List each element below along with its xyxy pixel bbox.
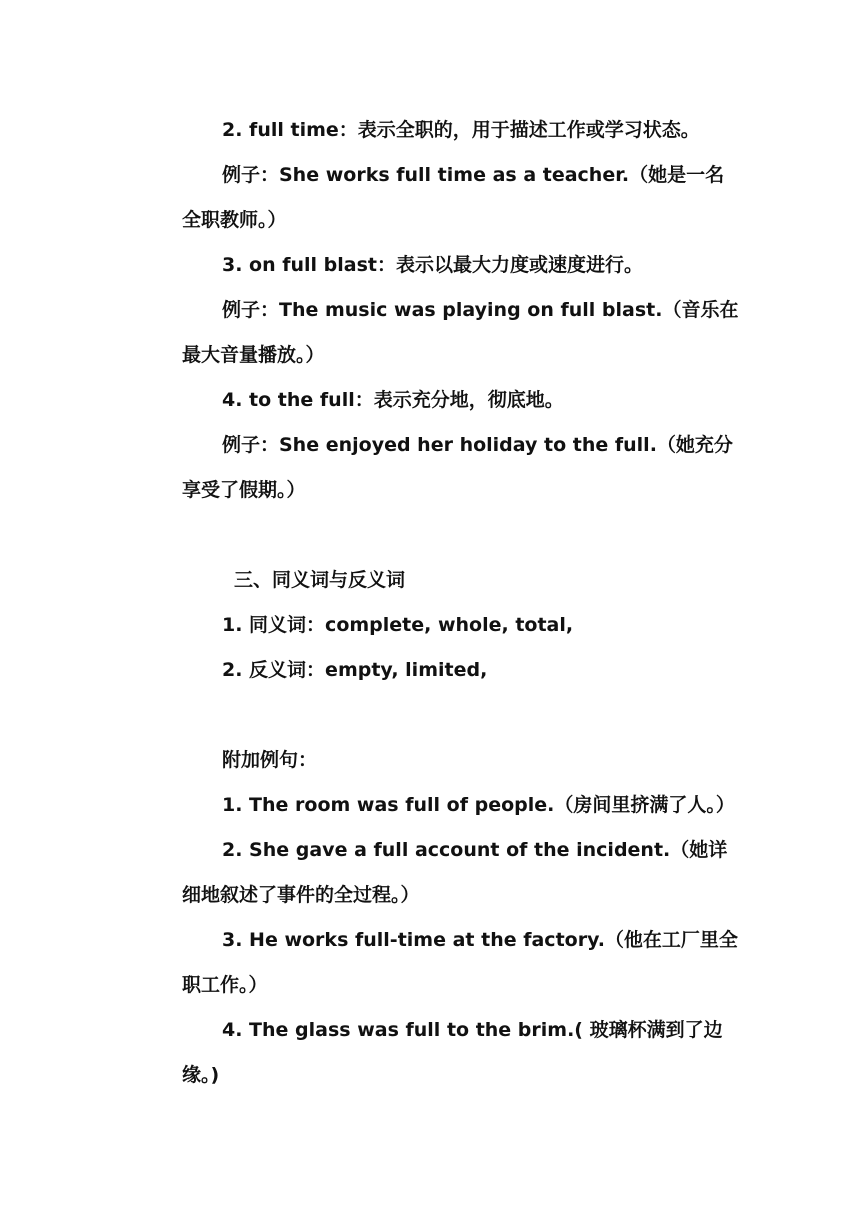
example-to-the-full: 例子：She enjoyed her holiday to the full.（她充分享受了假期。） <box>182 434 733 501</box>
extra-example-1: 1. The room was full of people.（房间里挤满了人。） <box>222 794 735 816</box>
synonyms-line: 1. 同义词：complete, whole, total, <box>222 614 574 636</box>
extra-examples-heading: 附加例句： <box>222 749 318 771</box>
example-on-full-blast: 例子：The music was playing on full blast.（音乐在最大音量播放。） <box>182 299 739 366</box>
section-gap <box>182 693 742 738</box>
example-full-time: 例子：She works full time as a teacher.（她是一名全职教师。） <box>182 164 725 231</box>
extra-example-3: 3. He works full-time at the factory.（他在工厂里全职工作。） <box>182 929 738 996</box>
extra-example-4: 4. The glass was full to the brim.( 玻璃杯满到了边缘。) <box>182 1019 723 1086</box>
section-gap <box>182 513 742 558</box>
antonyms-line: 2. 反义词：empty, limited, <box>222 659 488 681</box>
extra-example-2: 2. She gave a full account of the incident.（她详细地叙述了事件的全过程。） <box>182 839 728 906</box>
document-body <box>182 108 742 1098</box>
phrase-to-the-full: 4. to the full：表示充分地，彻底地。 <box>222 389 564 411</box>
phrase-full-time: 2. full time：表示全职的，用于描述工作或学习状态。 <box>222 119 700 141</box>
phrase-on-full-blast: 3. on full blast：表示以最大力度或速度进行。 <box>222 254 644 276</box>
section-heading-synonyms: 三、同义词与反义词 <box>234 569 406 591</box>
